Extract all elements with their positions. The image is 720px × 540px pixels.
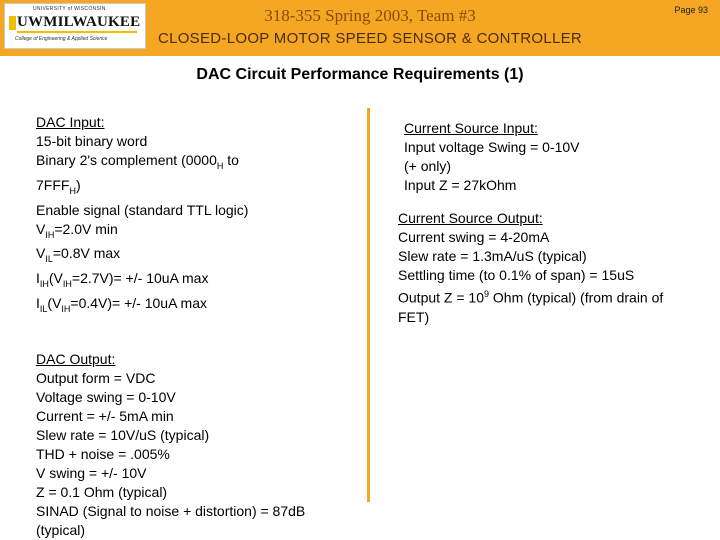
dac-input-line: Enable signal (standard TTL logic) bbox=[36, 201, 249, 218]
cs-input-line: Input Z = 27kOhm bbox=[404, 177, 517, 193]
page-number: Page 93 bbox=[674, 5, 708, 15]
dac-output-line: (typical) bbox=[36, 521, 86, 538]
dac-output-line: Current = +/- 5mA min bbox=[36, 407, 174, 424]
dac-output-line: SINAD (Signal to noise + distortion) = 87dB bbox=[36, 502, 306, 519]
current-source-input bbox=[404, 119, 580, 195]
cs-input-line: (+ only) bbox=[404, 158, 452, 174]
cs-output-line: Settling time (to 0.1% of span) = 15uS bbox=[398, 267, 635, 283]
dac-output-line: V swing = +/- 10V bbox=[36, 464, 147, 481]
dac-output-heading: DAC Output: bbox=[36, 350, 116, 367]
logo-mark-icon bbox=[9, 16, 16, 30]
dac-output-line: Output form = VDC bbox=[36, 369, 156, 386]
dac-input-line: Binary 2's complement ($0000_H$ to bbox=[36, 152, 239, 171]
cs-output-heading: Current Source Output: bbox=[398, 210, 543, 226]
dac-input-line: $I_{IL}(V_{IH}=0.4V)=$ +/- 10uA max bbox=[36, 294, 207, 314]
logo-top-text: UNIVERSITY of WISCONSIN bbox=[33, 6, 106, 12]
logo-main-text: UWMILWAUKEE bbox=[17, 14, 141, 30]
cs-output-line: Output $Z = 10^9$ Ohm (typical) (from drain of bbox=[398, 289, 664, 306]
cs-output-line: Current swing = 4-20mA bbox=[398, 229, 550, 245]
cs-input-line: Input voltage Swing = 0-10V bbox=[404, 139, 580, 155]
logo-underline bbox=[17, 31, 137, 33]
cs-output-line: FET) bbox=[398, 308, 430, 325]
header-title: 318-355 Spring 2003, Team #3 bbox=[264, 6, 476, 25]
header-bar bbox=[0, 0, 720, 56]
logo-sub-text: College of Engineering & Applied Science bbox=[15, 36, 108, 42]
dac-input-line: $V_{IL}=0.8V$ max bbox=[36, 245, 121, 265]
dac-input-line: $V_{IH}=2.0V$ min bbox=[36, 220, 118, 240]
dac-input-heading: DAC Input: bbox=[36, 114, 105, 130]
current-source-output bbox=[398, 209, 663, 327]
slide-title: DAC Circuit Performance Requirements (1) bbox=[196, 66, 524, 83]
dac-output-line: Voltage swing = 0-10V bbox=[36, 388, 176, 405]
dac-input-line: $7FFF_H$) bbox=[36, 176, 81, 196]
dac-output-line: THD + noise = .005% bbox=[36, 445, 170, 462]
dac-output-line: Slew rate = 10V/uS (typical) bbox=[36, 426, 210, 443]
cs-input-heading: Current Source Input: bbox=[404, 120, 538, 136]
header-subtitle: CLOSED-LOOP MOTOR SPEED SENSOR & CONTROLLER bbox=[157, 30, 583, 47]
dac-input-line: 15-bit binary word bbox=[36, 133, 148, 149]
cs-output-line: Slew rate = 1.3mA/uS (typical) bbox=[398, 248, 587, 264]
column-divider bbox=[367, 108, 370, 502]
left-column bbox=[36, 113, 305, 540]
university-logo bbox=[4, 3, 146, 49]
dac-input-line: $I_{IH}(V_{IH}=2.7V)=$ +/- 10uA max bbox=[36, 270, 209, 289]
dac-output-line: Z = 0.1 Ohm (typical) bbox=[36, 483, 168, 500]
